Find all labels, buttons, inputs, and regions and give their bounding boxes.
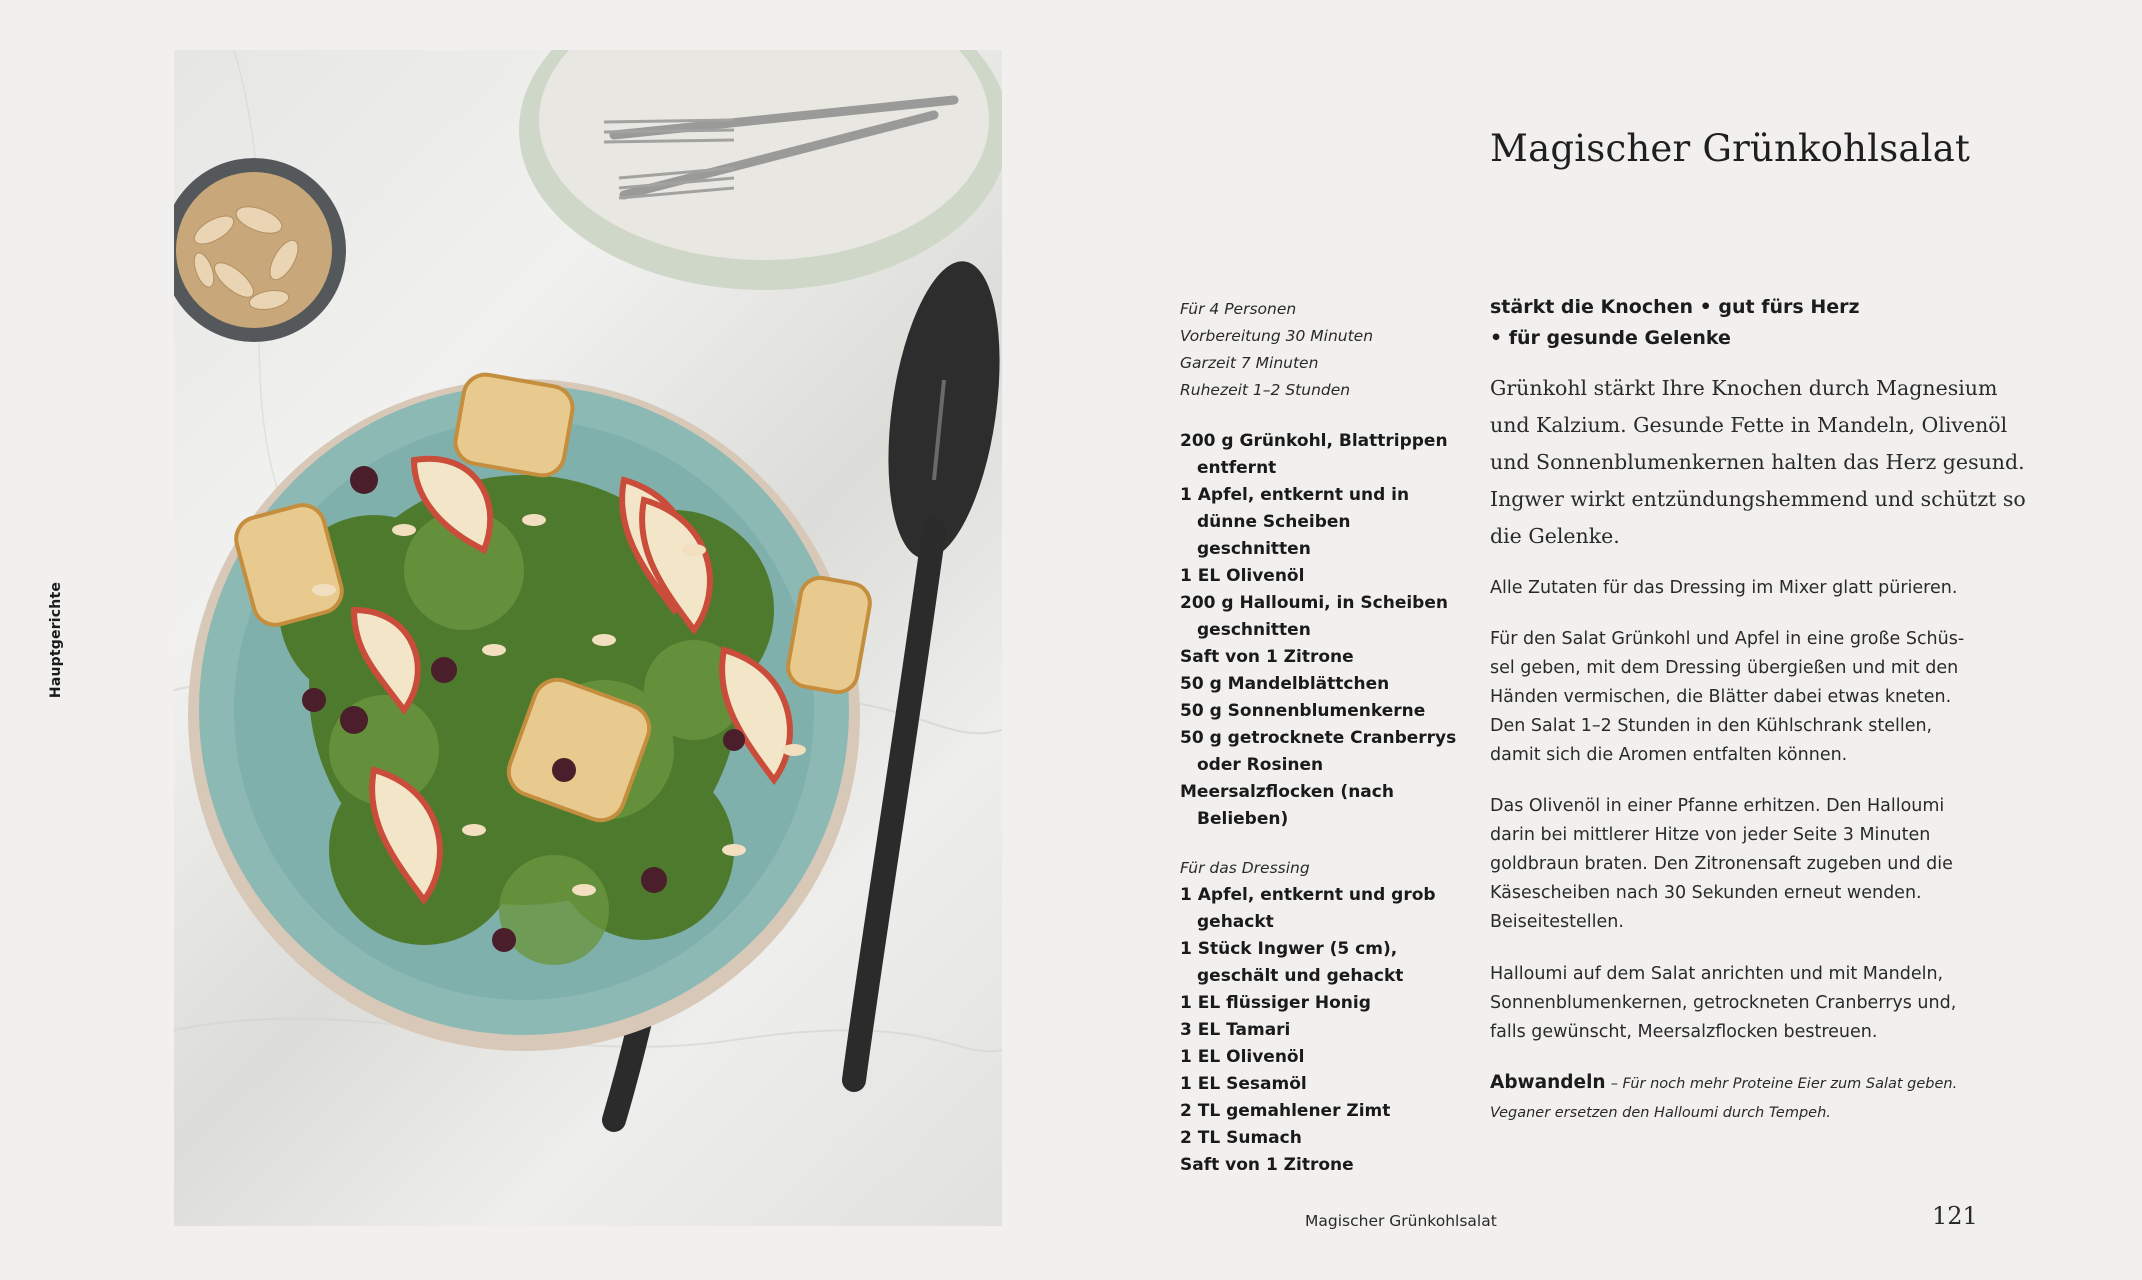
step-line: Beiseitestellen. [1490, 912, 1624, 932]
intro-paragraph [1490, 370, 2026, 555]
ingredient-item: Meersalzflocken (nach Belieben) [1180, 782, 1394, 829]
step-4 [1490, 960, 1980, 1047]
step-line: falls gewünscht, Meersalzflocken bestreuen. [1490, 1022, 1878, 1042]
dressing-ingredient: Saft von 1 Zitrone [1180, 1155, 1354, 1175]
page-number: 121 [1932, 1202, 1978, 1230]
step-1 [1490, 574, 1980, 603]
salad-illustration [174, 50, 1002, 1226]
section-label: Hauptgerichte [48, 581, 64, 699]
dressing-ingredient: 1 Stück Ingwer (5 cm), geschält und gehackt [1180, 939, 1404, 986]
step-line: Sonnenblumenkernen, getrockneten Cranberrys und, [1490, 993, 1957, 1013]
step-line: goldbraun braten. Den Zitronensaft zugeben und die [1490, 854, 1953, 874]
step-line: sel geben, mit dem Dressing übergießen und mit den [1490, 658, 1959, 678]
dressing-ingredient: 1 EL Olivenöl [1180, 1047, 1305, 1067]
ingredient-item: 200 g Halloumi, in Scheiben geschnitten [1180, 593, 1448, 640]
variation-text: Veganer ersetzen den Halloumi durch Tempeh. [1490, 1105, 1831, 1121]
step-line: Das Olivenöl in einer Pfanne erhitzen. Den Halloumi [1490, 796, 1945, 816]
dressing-ingredient: 3 EL Tamari [1180, 1020, 1291, 1040]
recipe-title: Magischer Grünkohlsalat [1490, 126, 1971, 170]
recipe-photo [174, 50, 1002, 1226]
variation-text: – Für noch mehr Proteine Eier zum Salat geben. [1610, 1076, 1958, 1092]
health-benefits [1490, 292, 1980, 354]
intro-line: Grünkohl stärkt Ihre Knochen durch Magnesium [1490, 376, 1998, 400]
step-line: damit sich die Aromen entfalten können. [1490, 745, 1848, 765]
cook-time: Garzeit 7 Minuten [1180, 354, 1319, 372]
ingredient-item: 1 EL Olivenöl [1180, 566, 1305, 586]
dressing-heading: Für das Dressing [1180, 859, 1310, 877]
dressing-ingredient: 1 EL flüssiger Honig [1180, 993, 1371, 1013]
ingredient-item: 1 Apfel, entkernt und in dünne Scheiben geschnitten [1180, 485, 1410, 559]
benefit-line: stärkt die Knochen • gut fürs Herz [1490, 296, 1860, 318]
step-line: Halloumi auf dem Salat anrichten und mit Mandeln, [1490, 964, 1944, 984]
step-line: Den Salat 1–2 Stunden in den Kühlschrank stellen, [1490, 716, 1933, 736]
ingredient-list [1180, 428, 1470, 1179]
intro-line: Ingwer wirkt entzündungshemmend und schützt so [1490, 487, 2026, 511]
step-3 [1490, 792, 1980, 937]
rest-time: Ruhezeit 1–2 Stunden [1180, 381, 1351, 399]
variation-note [1490, 1068, 1990, 1128]
dressing-ingredient: 2 TL Sumach [1180, 1128, 1302, 1148]
ingredient-item: 50 g Sonnenblumenkerne [1180, 701, 1426, 721]
dressing-ingredient: 2 TL gemahlener Zimt [1180, 1101, 1391, 1121]
intro-line: die Gelenke. [1490, 524, 1620, 548]
prep-time: Vorbereitung 30 Minuten [1180, 327, 1374, 345]
running-title: Magischer Grünkohlsalat [1305, 1212, 1497, 1230]
step-line: Für den Salat Grünkohl und Apfel in eine große Schüs- [1490, 629, 1965, 649]
step-2 [1490, 625, 1980, 770]
ingredient-item: 200 g Grünkohl, Blattrippen entfernt [1180, 431, 1448, 478]
recipe-meta [1180, 296, 1480, 404]
ingredient-item: Saft von 1 Zitrone [1180, 647, 1354, 667]
step-line: darin bei mittlerer Hitze von jeder Seite 3 Minuten [1490, 825, 1931, 845]
servings: Für 4 Personen [1180, 300, 1297, 318]
step-line: Alle Zutaten für das Dressing im Mixer glatt pürieren. [1490, 578, 1958, 598]
ingredient-item: 50 g getrocknete Cranberrys oder Rosinen [1180, 728, 1457, 775]
benefit-line: • für gesunde Gelenke [1490, 327, 1731, 349]
variation-label: Abwandeln [1490, 1072, 1606, 1093]
dressing-ingredient: 1 Apfel, entkernt und grob gehackt [1180, 885, 1436, 932]
dressing-ingredient: 1 EL Sesamöl [1180, 1074, 1307, 1094]
intro-line: und Kalzium. Gesunde Fette in Mandeln, Olivenöl [1490, 413, 2008, 437]
step-line: Käsescheiben nach 30 Sekunden erneut wenden. [1490, 883, 1922, 903]
ingredient-item: 50 g Mandelblättchen [1180, 674, 1390, 694]
step-line: Händen vermischen, die Blätter dabei etwas kneten. [1490, 687, 1952, 707]
intro-line: und Sonnenblumenkernen halten das Herz gesund. [1490, 450, 2025, 474]
